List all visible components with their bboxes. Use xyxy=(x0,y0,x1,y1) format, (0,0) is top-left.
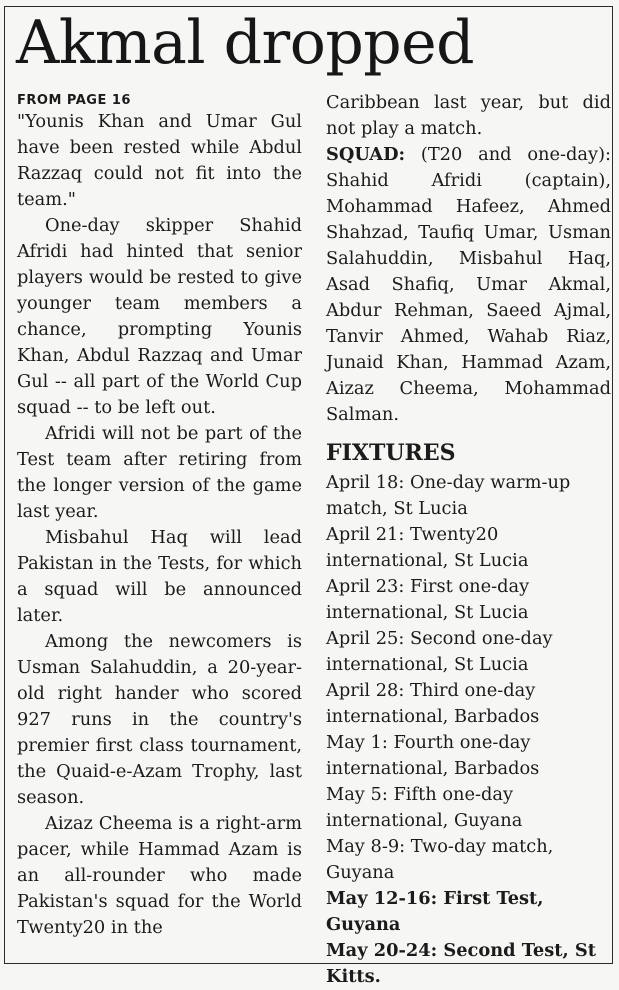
fixture-item-test: May 12-16: First Test, Guyana xyxy=(326,888,544,935)
fixtures-heading: FIXTURES xyxy=(326,440,456,466)
fixture-item: April 18: One-day warm-up match, St Lucia xyxy=(326,472,571,519)
squad-label: SQUAD: xyxy=(326,144,406,165)
paragraph: Misbahul Haq will lead Pakistan in the Tests, for which a squad will be announced later. xyxy=(17,527,302,626)
paragraph: Aizaz Cheema is a right-arm pacer, while Hammad Azam is an all-rounder who made Pakistan's squad for the World Twenty20 in the xyxy=(17,813,302,938)
paragraph: Afridi will not be part of the Test team after retiring from the longer version of the game last year. xyxy=(17,423,302,522)
paragraph: "Younis Khan and Umar Gul have been rested while Abdul Razzaq could not fit into the team." xyxy=(17,111,302,210)
squad-paragraph xyxy=(326,142,611,428)
left-column xyxy=(17,93,302,941)
dateline: FROM PAGE 16 xyxy=(17,93,131,108)
fixture-item: May 5: Fifth one-day international, Guyana xyxy=(326,784,523,831)
right-column xyxy=(326,90,611,990)
fixture-item: April 21: Twenty20 international, St Lucia xyxy=(326,524,529,571)
fixture-item: May 8-9: Two-day match, Guyana xyxy=(326,836,554,883)
fixture-item: April 25: Second one-day international, St Lucia xyxy=(326,628,553,675)
fixture-item: April 23: First one-day international, St Lucia xyxy=(326,576,530,623)
paragraph: Among the newcomers is Usman Salahuddin, a 20-year-old right hander who scored 927 runs in the country's premier first class tournament, the Quaid-e-Azam Trophy, last season. xyxy=(17,631,302,808)
paragraph: One-day skipper Shahid Afridi had hinted that senior players would be rested to give younger team members a chance, prompting Younis Khan, Abdul Razzaq and Umar Gul -- all part of the World Cup squad -- to be left out. xyxy=(17,215,302,418)
fixture-item: April 28: Third one-day international, Barbados xyxy=(326,680,540,727)
paragraph-continuation: Caribbean last year, but did not play a match. xyxy=(326,92,611,139)
squad-list: (T20 and one-day): Shahid Afridi (captain), Mohammad Hafeez, Ahmed Shahzad, Taufiq Umar, Usman Salahuddin, Misbahul Haq, Asad Shafiq, Umar Akmal, Abdur Rehman, Saeed Ajmal, Tanvir Ahmed, Wahab Riaz, Junaid Khan, Hammad Azam, Aizaz Cheema, Mohammad Salman. xyxy=(326,144,611,425)
fixture-item: May 1: Fourth one-day international, Barbados xyxy=(326,732,540,779)
headline: Akmal dropped xyxy=(16,8,475,78)
fixture-item-test: May 20-24: Second Test, St Kitts. xyxy=(326,940,596,987)
